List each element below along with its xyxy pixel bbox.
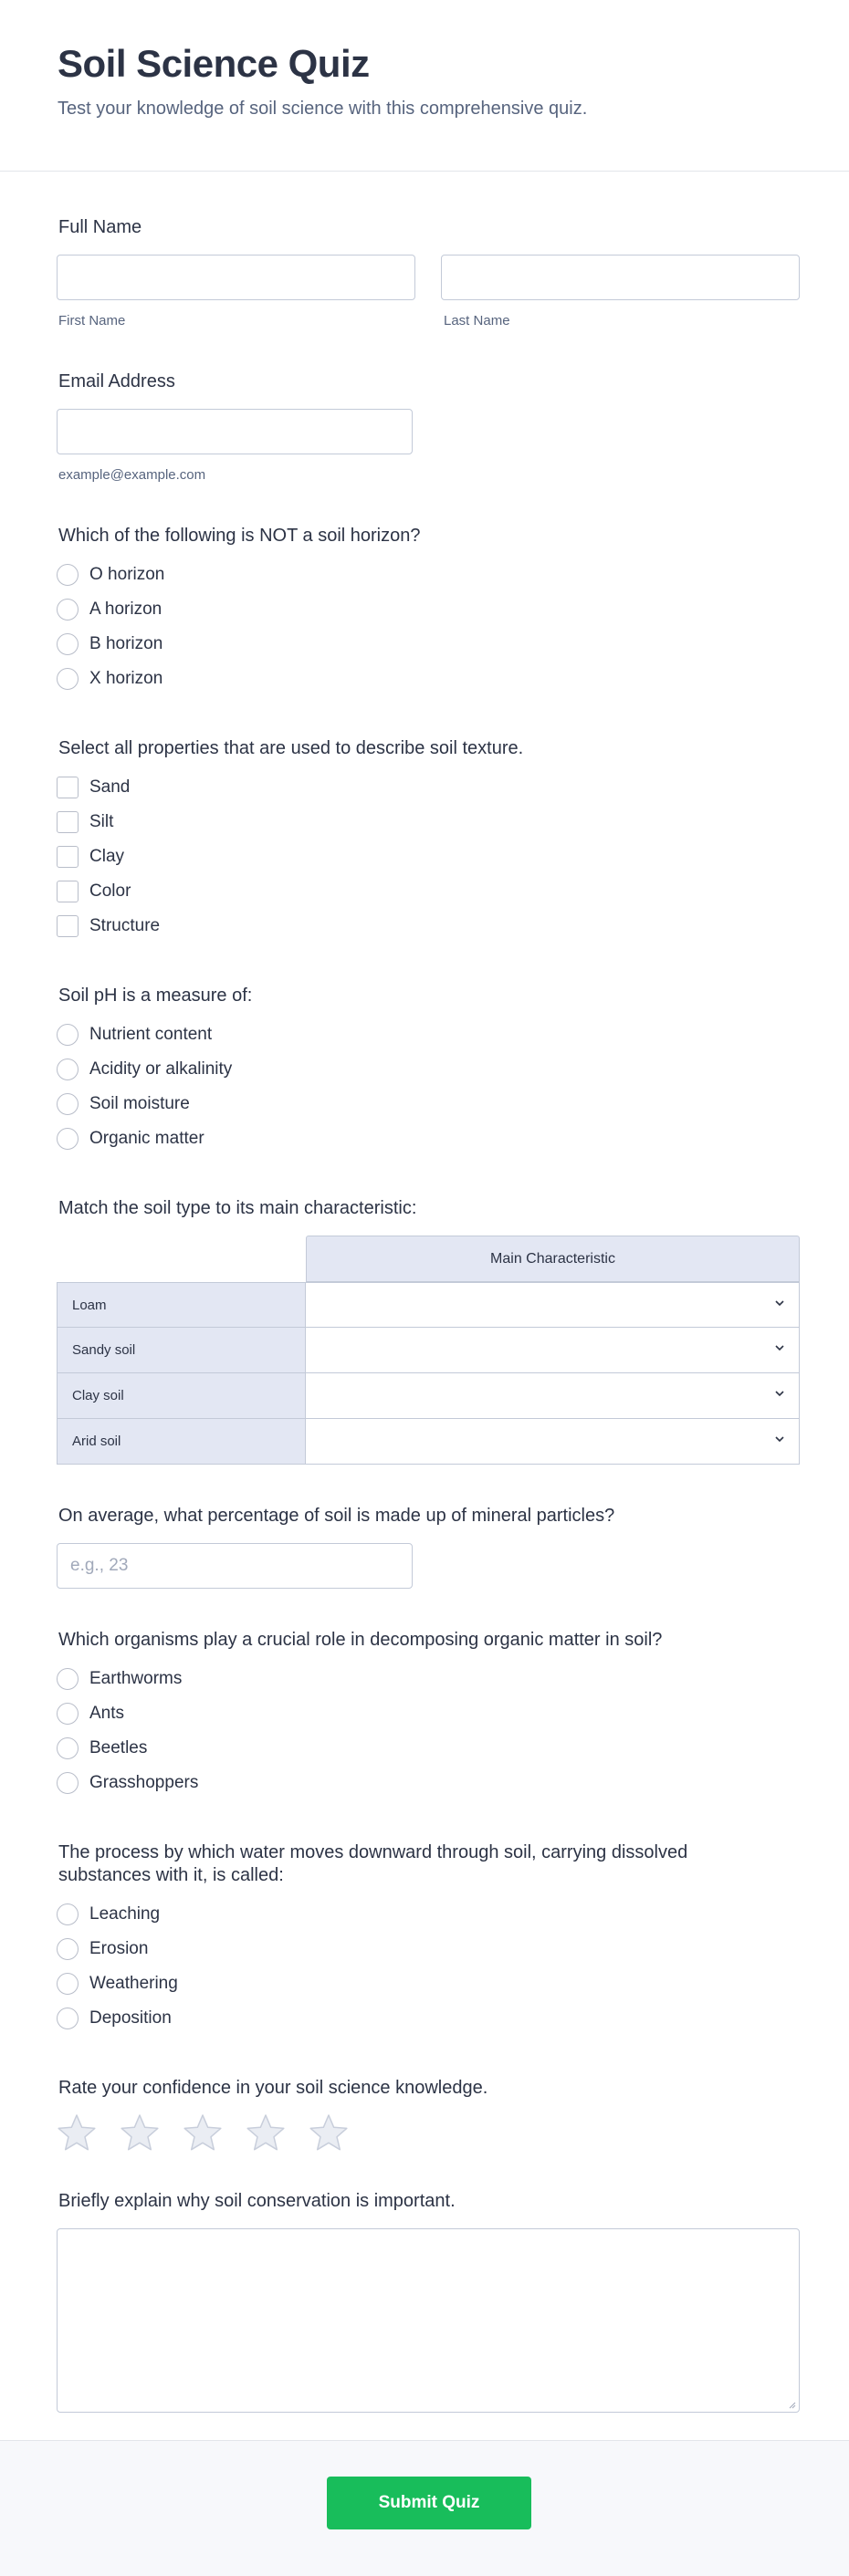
first-name-sublabel: First Name	[58, 313, 126, 329]
radio-button[interactable]	[57, 2008, 79, 2029]
percentage-placeholder: e.g., 23	[70, 1556, 129, 1575]
chevron-down-icon	[775, 1298, 784, 1308]
q7-label	[58, 1841, 687, 1887]
q3-label: Soil pH is a measure of:	[58, 986, 253, 1006]
q6-label: Which organisms play a crucial role in decomposing organic matter in soil?	[58, 1630, 663, 1650]
matrix-column-header: Main Characteristic	[306, 1236, 800, 1282]
matrix-row-label: Arid soil	[57, 1419, 306, 1465]
radio-button[interactable]	[57, 1059, 79, 1080]
radio-button[interactable]	[57, 1024, 79, 1046]
radio-button[interactable]	[57, 1973, 79, 1995]
q7-option[interactable]: Deposition	[57, 2006, 172, 2031]
q3-option[interactable]: Soil moisture	[57, 1091, 190, 1117]
q5-label: On average, what percentage of soil is made up of mineral particles?	[58, 1506, 615, 1526]
full-name-label: Full Name	[58, 217, 142, 237]
q3-option[interactable]: Organic matter	[57, 1126, 204, 1152]
q6-option[interactable]: Ants	[57, 1701, 124, 1726]
q7-label-line2: substances with it, is called:	[58, 1865, 284, 1885]
q6-option[interactable]: Grasshoppers	[57, 1770, 198, 1796]
email-label: Email Address	[58, 371, 175, 391]
q4-label: Match the soil type to its main characteristic:	[58, 1198, 417, 1218]
q2-option[interactable]: Sand	[57, 775, 130, 800]
resize-handle-icon[interactable]	[787, 2400, 796, 2409]
radio-button[interactable]	[57, 564, 79, 586]
last-name-input[interactable]	[441, 255, 800, 300]
q1-option[interactable]: O horizon	[57, 562, 164, 588]
radio-button[interactable]	[57, 1703, 79, 1725]
q2-option[interactable]: Clay	[57, 844, 124, 870]
matrix-row	[57, 1373, 800, 1419]
q7-option[interactable]: Erosion	[57, 1936, 148, 1962]
matrix-row-label: Clay soil	[57, 1373, 306, 1419]
q9-label: Briefly explain why soil conservation is important.	[58, 2191, 456, 2211]
checkbox[interactable]	[57, 915, 79, 937]
last-name-sublabel: Last Name	[444, 313, 510, 329]
star-icon[interactable]	[120, 2113, 160, 2152]
q1-option[interactable]: A horizon	[57, 597, 162, 622]
star-icon[interactable]	[57, 2113, 97, 2152]
radio-button[interactable]	[57, 1128, 79, 1150]
chevron-down-icon	[775, 1389, 784, 1398]
matrix-dropdown[interactable]	[306, 1373, 800, 1419]
q7-option[interactable]: Leaching	[57, 1902, 160, 1927]
radio-button[interactable]	[57, 633, 79, 655]
chevron-down-icon	[775, 1343, 784, 1352]
matrix-row	[57, 1282, 800, 1328]
q6-option[interactable]: Beetles	[57, 1736, 147, 1761]
q3-option[interactable]: Nutrient content	[57, 1022, 212, 1048]
email-sublabel: example@example.com	[58, 467, 206, 483]
radio-button[interactable]	[57, 1668, 79, 1690]
matrix-dropdown[interactable]	[306, 1282, 800, 1328]
checkbox[interactable]	[57, 811, 79, 833]
star-rating	[57, 2113, 372, 2152]
star-icon[interactable]	[246, 2113, 286, 2152]
page-title: Soil Science Quiz	[58, 42, 370, 85]
q2-option[interactable]: Silt	[57, 809, 113, 835]
radio-button[interactable]	[57, 668, 79, 690]
matrix-row	[57, 1328, 800, 1373]
checkbox[interactable]	[57, 777, 79, 798]
matrix-row	[57, 1419, 800, 1465]
form-header	[0, 0, 849, 172]
checkbox[interactable]	[57, 881, 79, 902]
matrix-row-label: Sandy soil	[57, 1328, 306, 1373]
q6-option[interactable]: Earthworms	[57, 1666, 182, 1692]
matrix-dropdown[interactable]	[306, 1419, 800, 1465]
q8-label: Rate your confidence in your soil science knowledge.	[58, 2078, 488, 2098]
radio-button[interactable]	[57, 599, 79, 621]
q1-option[interactable]: X horizon	[57, 666, 162, 692]
q2-label: Select all properties that are used to describe soil texture.	[58, 738, 524, 758]
checkbox[interactable]	[57, 846, 79, 868]
star-icon[interactable]	[309, 2113, 349, 2152]
q2-option[interactable]: Color	[57, 879, 131, 904]
q1-label: Which of the following is NOT a soil horizon?	[58, 526, 421, 546]
radio-button[interactable]	[57, 1737, 79, 1759]
radio-button[interactable]	[57, 1772, 79, 1794]
explanation-textarea[interactable]	[57, 2228, 800, 2413]
radio-button[interactable]	[57, 1938, 79, 1960]
chevron-down-icon	[775, 1434, 784, 1444]
q7-option[interactable]: Weathering	[57, 1971, 178, 1997]
form-footer	[0, 2440, 849, 2576]
q1-option[interactable]: B horizon	[57, 631, 162, 657]
q3-option[interactable]: Acidity or alkalinity	[57, 1057, 232, 1082]
percentage-input[interactable]	[57, 1543, 413, 1589]
matrix-row-label: Loam	[57, 1282, 306, 1328]
q2-option[interactable]: Structure	[57, 913, 160, 939]
star-icon[interactable]	[183, 2113, 223, 2152]
page-subtitle: Test your knowledge of soil science with this comprehensive quiz.	[58, 99, 588, 119]
q7-label-line1: The process by which water moves downward through soil, carrying dissolved	[58, 1842, 688, 1862]
email-input[interactable]	[57, 409, 413, 454]
radio-button[interactable]	[57, 1903, 79, 1925]
matrix-dropdown[interactable]	[306, 1328, 800, 1373]
first-name-input[interactable]	[57, 255, 415, 300]
radio-button[interactable]	[57, 1093, 79, 1115]
submit-button[interactable]: Submit Quiz	[327, 2477, 531, 2529]
